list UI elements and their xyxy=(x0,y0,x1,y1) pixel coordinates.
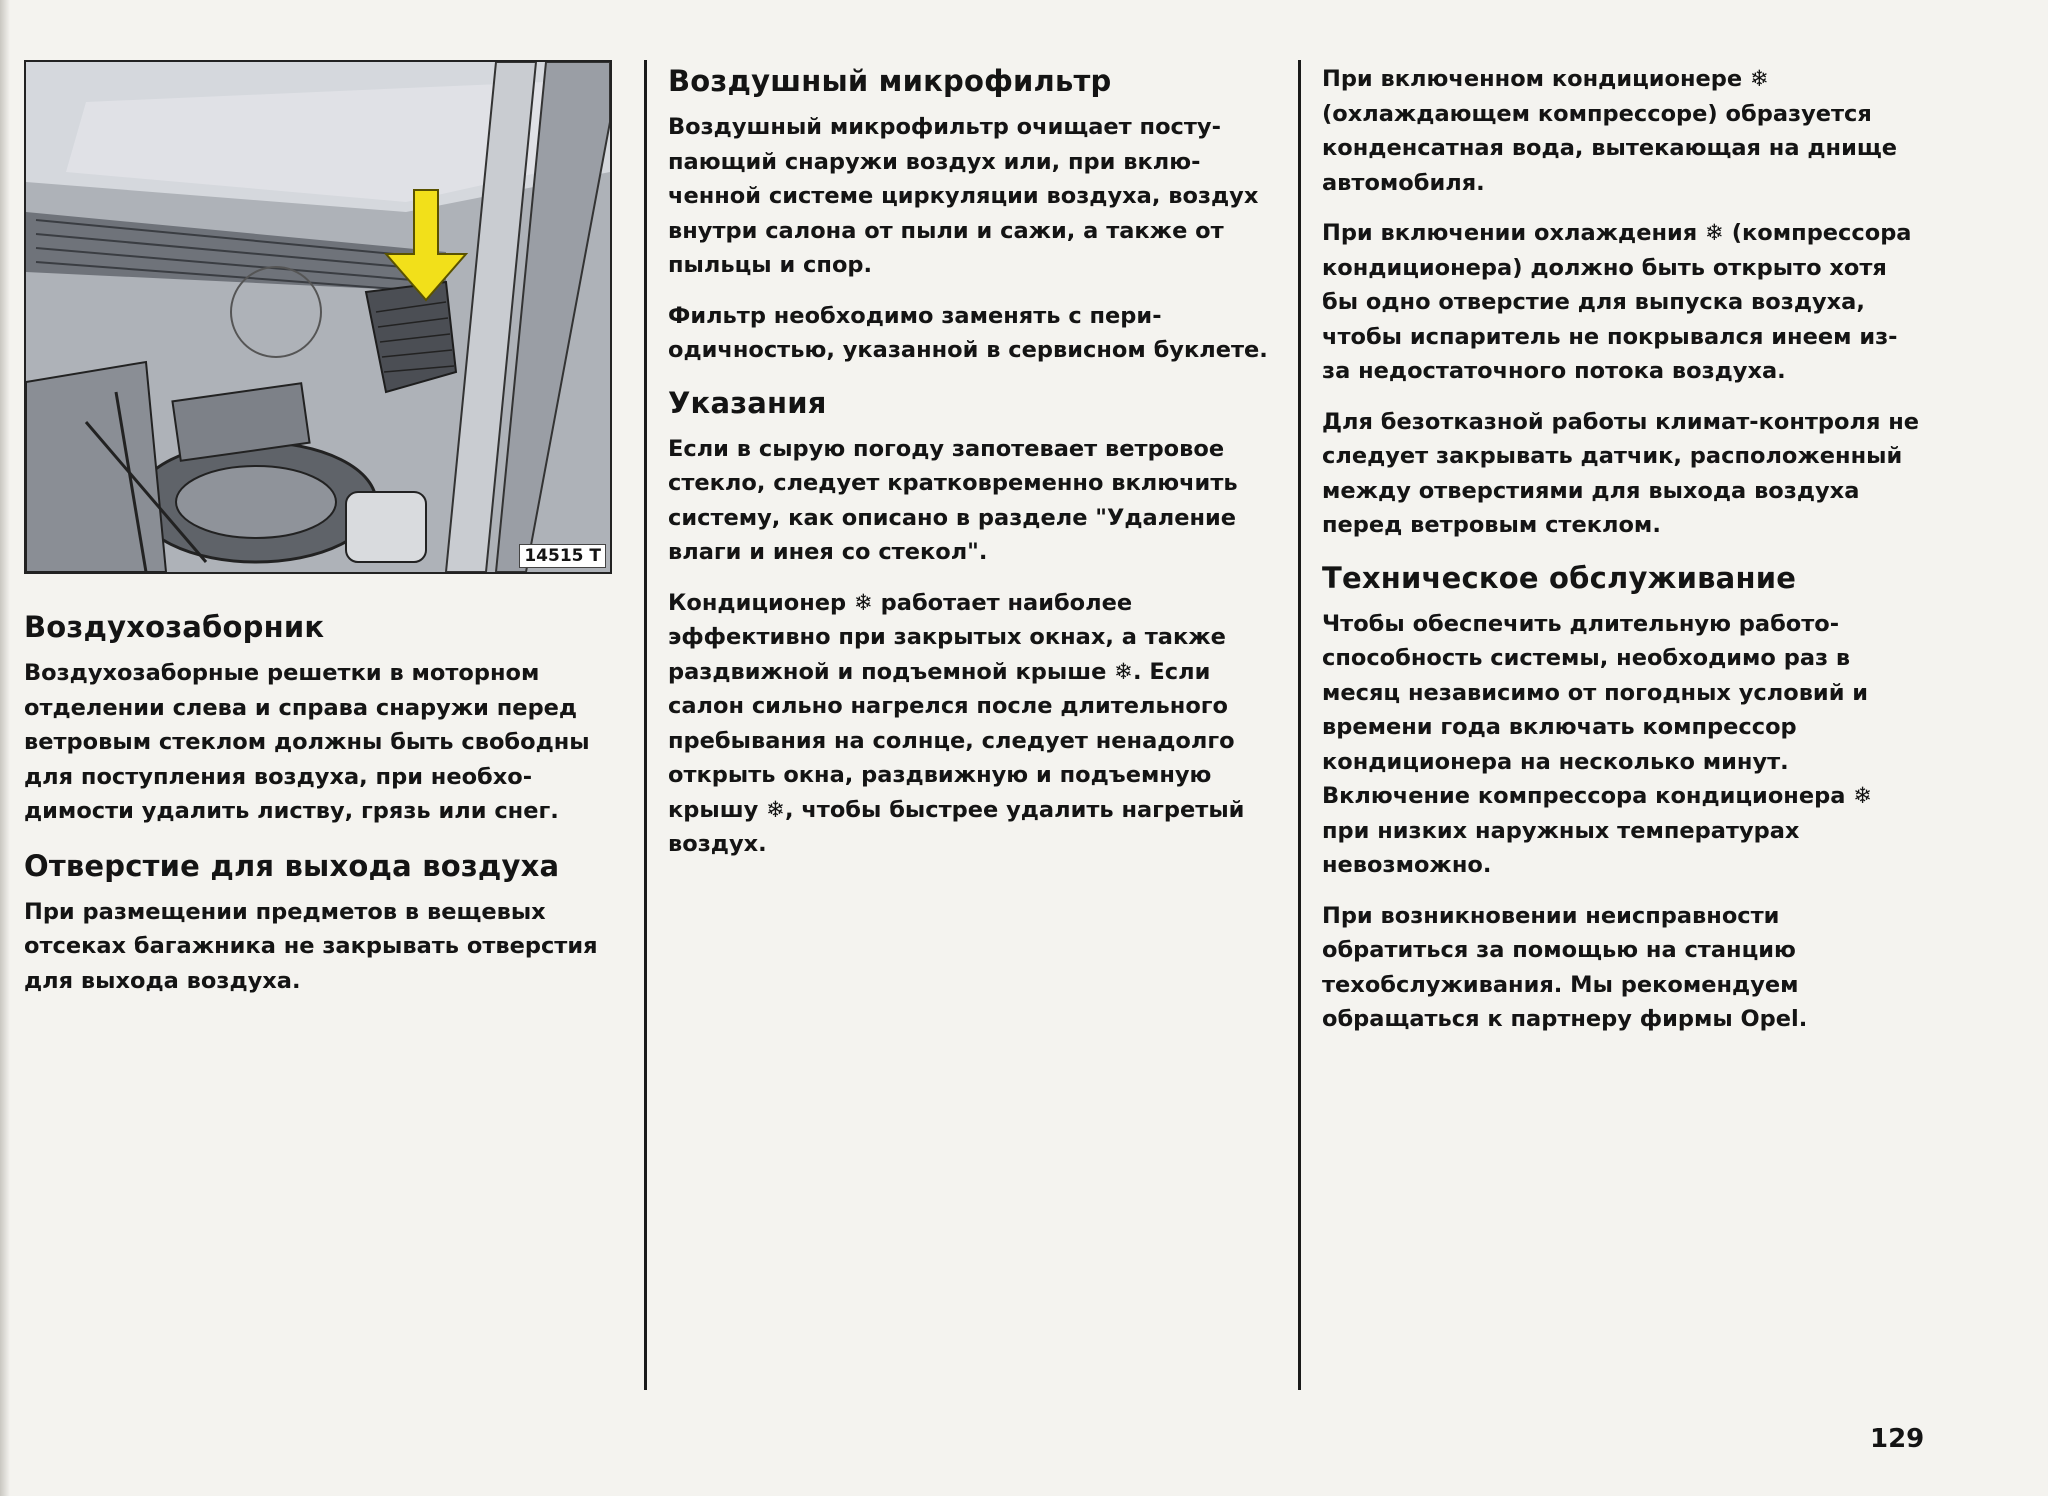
paragraph-service: При возникновении неисправности обратиться за помощью на станцию техобслуживания. Мы рекомендуем обращаться к партнеру фирмы Opel. xyxy=(1322,902,1808,1032)
paragraph-sensor: Для безотказной работы климат-контроля не следует закрывать датчик, расположенный между отверстиями для выхода воздуха перед ветровым стеклом. xyxy=(1322,408,1920,538)
paragraph-microfilter-replacement: Фильтр необходимо заменять с периодичностью, указанной в сервисном буклете. xyxy=(668,302,1268,363)
column-divider-2 xyxy=(1298,60,1301,1390)
paragraph-air-intake: Воздухозаборные решетки в моторном отделении слева и справа снаружи перед ветровым стеклом должны быть свободны для поступления воздуха, при необходимости удалить листву, грязь или снег. xyxy=(24,660,590,824)
paragraph-air-outlet: При размещении предметов в вещевых отсеках багажника не закрывать отверстия для выхода воздуха. xyxy=(24,898,598,994)
column-left xyxy=(24,60,614,1014)
paragraph-ac-efficiency: Кондиционер ❄ работает наиболее эффективно при закрытых окнах, а также раздвижной и подъемной крыше ❄. Если салон сильно нагрелся после длительного пребывания на солнце, следует ненадолго открыть окна, раздвижную и подъемную крышу ❄, чтобы быстрее удалить нагретый воздух. xyxy=(668,589,1245,857)
page-edge-shadow xyxy=(0,0,10,1496)
engine-bay-illustration xyxy=(24,60,612,574)
column-middle xyxy=(668,62,1268,878)
heading-air-intake: Воздухозаборник xyxy=(24,610,325,644)
page-number: 129 xyxy=(1870,1424,1925,1454)
engine-bay-drawing xyxy=(26,62,610,572)
heading-notes: Указания xyxy=(668,385,827,420)
paragraph-microfilter-function: Воздушный микрофильтр очищает поступающий снаружи воздух или, при включенной системе циркуляции воздуха, воздух внутри салона от пыли и сажи, а также от пыльцы и спор. xyxy=(668,114,1259,278)
heading-air-outlet: Отверстие для выхода воздуха xyxy=(24,848,560,883)
figure-label: 14515 T xyxy=(519,544,606,568)
heading-maintenance: Техническое обслуживание xyxy=(1322,560,1797,595)
heading-air-microfilter: Воздушный микрофильтр xyxy=(668,64,1112,98)
paragraph-cooling-vent: При включении охлаждения ❄ (компрессора кондиционера) должно быть открыто хотя бы одно отверстие для выпуска воздуха, чтобы испаритель не покрывался инеем из-за недостаточного потока воздуха. xyxy=(1322,220,1912,384)
paragraph-fogged-windshield: Если в сырую погоду запотевает ветровое стекло, следует кратковременно включить систему, как описано в разделе "Удаление влаги и инея со стекол". xyxy=(668,435,1238,565)
column-divider-1 xyxy=(644,60,647,1390)
column-right xyxy=(1322,62,1922,1053)
paragraph-maintenance: Чтобы обеспечить длительную работоспособность системы, необходимо раз в месяц независимо от погодных условий и времени года включать компрессор кондиционера на несколько минут. Включение компрессора кондиционера ❄ при низких наружных температурах невозможно. xyxy=(1322,610,1873,878)
paragraph-condensate: При включенном кондиционере ❄ (охлаждающем компрессоре) образуется конденсатная вода, вытекающая на днище автомобиля. xyxy=(1322,66,1897,196)
